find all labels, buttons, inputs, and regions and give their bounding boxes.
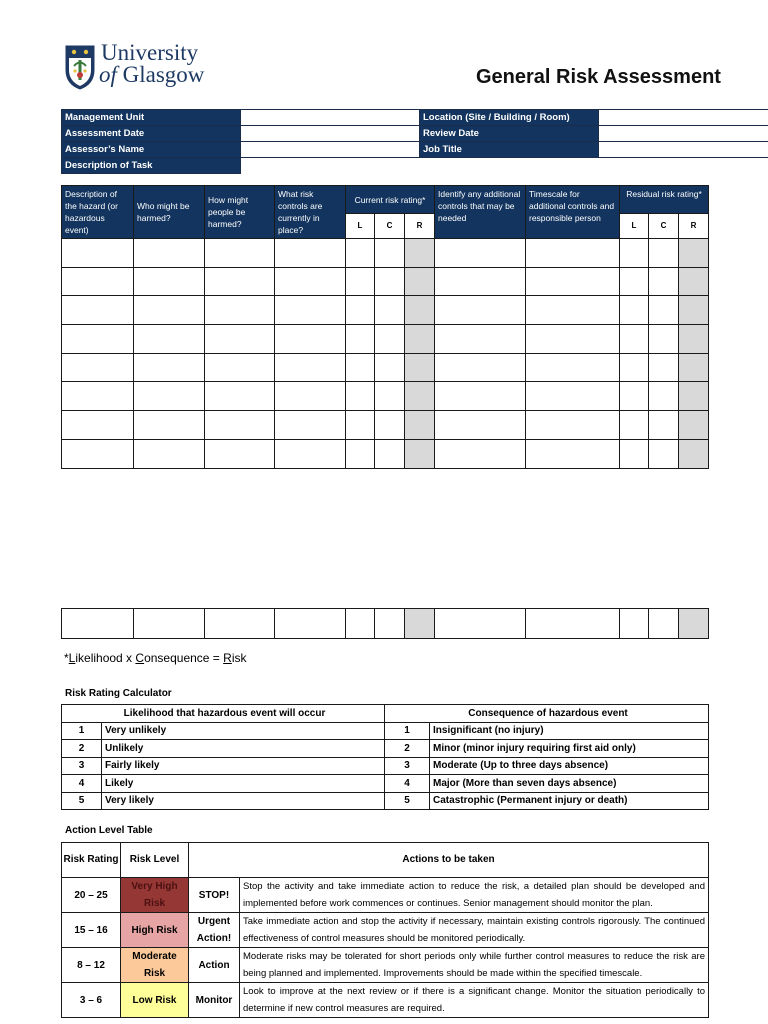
- risk-assessment-rows: [62, 239, 709, 469]
- current-r-cell: [405, 239, 435, 268]
- controls-cell[interactable]: [275, 411, 346, 440]
- current-l-cell[interactable]: [346, 353, 375, 382]
- who-cell[interactable]: [134, 239, 205, 268]
- residual-r-header: R: [679, 214, 709, 239]
- table-row: [62, 775, 709, 793]
- who-cell[interactable]: [134, 353, 205, 382]
- col-current-controls: What risk controls are currently in place?: [275, 186, 346, 239]
- residual-c-cell[interactable]: [649, 411, 679, 440]
- consequence-text: Minor (minor injury requiring first aid only): [430, 740, 709, 758]
- how-cell[interactable]: [205, 267, 275, 296]
- risk-level-badge: Low Risk: [121, 983, 189, 1018]
- action-description: Moderate risks may be tolerated for short periods only while further control measures to reduce the risk are being planned and implemented. Improvements should be made within the specified timescale.: [240, 948, 709, 983]
- action-description: Stop the activity and take immediate action to reduce the risk, a detailed plan should be developed and implemented before work commences or continues. Senior management should monitor the plan.: [240, 878, 709, 913]
- residual-c-header: C: [649, 214, 679, 239]
- risk-level-badge: Moderate Risk: [121, 948, 189, 983]
- university-crest-icon: [64, 44, 96, 90]
- col-current-risk-rating: Current risk rating*: [346, 186, 435, 214]
- hazard-cell[interactable]: [62, 296, 134, 325]
- additional-cell[interactable]: [435, 353, 526, 382]
- table-row: [62, 267, 709, 296]
- hazard-cell[interactable]: [62, 353, 134, 382]
- residual-l-cell[interactable]: [620, 382, 649, 411]
- consequence-text: Moderate (Up to three days absence): [430, 757, 709, 775]
- hazard-cell[interactable]: [62, 239, 134, 268]
- residual-l-cell[interactable]: [620, 439, 649, 468]
- how-cell[interactable]: [205, 353, 275, 382]
- col-residual-risk-rating: Residual risk rating*: [620, 186, 709, 214]
- controls-cell[interactable]: [275, 239, 346, 268]
- likelihood-header: Likelihood that hazardous event will occur: [62, 705, 385, 723]
- current-c-cell[interactable]: [375, 267, 405, 296]
- residual-c-cell[interactable]: [649, 439, 679, 468]
- risk-level-badge: High Risk: [121, 913, 189, 948]
- residual-c-cell[interactable]: [649, 267, 679, 296]
- residual-l-cell[interactable]: [620, 239, 649, 268]
- action-description: Look to improve at the next review or if there is a significant change. Monitor the situation periodically to determine if new control measures are required.: [240, 983, 709, 1018]
- table-row: [62, 757, 709, 775]
- table-row: [62, 382, 709, 411]
- location-field[interactable]: [599, 110, 768, 126]
- risk-rating-cell: 8 – 12: [62, 948, 121, 983]
- current-r-cell: [405, 296, 435, 325]
- how-cell[interactable]: [205, 439, 275, 468]
- residual-r-cell: [679, 382, 709, 411]
- who-cell[interactable]: [134, 325, 205, 354]
- current-c-cell[interactable]: [375, 353, 405, 382]
- formula-r: R: [223, 651, 232, 665]
- timescale-cell[interactable]: [526, 353, 620, 382]
- table-row: [62, 948, 709, 983]
- current-r-cell: [405, 353, 435, 382]
- risk-formula: [64, 651, 247, 665]
- residual-l-cell[interactable]: [620, 267, 649, 296]
- hazard-cell[interactable]: [62, 609, 134, 639]
- residual-r-cell: [679, 267, 709, 296]
- residual-c-cell[interactable]: [649, 325, 679, 354]
- col-hazard: Description of the hazard (or hazardous event): [62, 186, 134, 239]
- col-how-harmed: How might people be harmed?: [205, 186, 275, 239]
- consequence-number: 4: [385, 775, 430, 793]
- risk-level-header: Risk Level: [121, 843, 189, 878]
- additional-cell[interactable]: [435, 439, 526, 468]
- assessment-date-label: Assessment Date: [62, 126, 241, 142]
- management-unit-label: Management Unit: [62, 110, 241, 126]
- current-l-cell[interactable]: [346, 239, 375, 268]
- timescale-cell[interactable]: [526, 609, 620, 639]
- formula-star: *: [64, 651, 69, 665]
- controls-cell[interactable]: [275, 353, 346, 382]
- consequence-header: Consequence of hazardous event: [385, 705, 709, 723]
- current-l-cell[interactable]: [346, 411, 375, 440]
- formula-likelihood: ikelihood x: [75, 651, 136, 665]
- likelihood-number: 1: [62, 722, 102, 740]
- table-row: [62, 722, 709, 740]
- who-cell[interactable]: [134, 267, 205, 296]
- table-row: [62, 609, 709, 639]
- additional-cell[interactable]: [435, 267, 526, 296]
- risk-level-badge: Very High Risk: [121, 878, 189, 913]
- risk-rating-header: Risk Rating: [62, 843, 121, 878]
- current-l-cell[interactable]: [346, 267, 375, 296]
- how-cell[interactable]: [205, 382, 275, 411]
- logo-wordmark: [101, 42, 204, 86]
- timescale-cell[interactable]: [526, 267, 620, 296]
- management-unit-field[interactable]: [241, 110, 420, 126]
- actions-header: Actions to be taken: [189, 843, 709, 878]
- how-cell[interactable]: [205, 609, 275, 639]
- likelihood-number: 4: [62, 775, 102, 793]
- consequence-text: Major (More than seven days absence): [430, 775, 709, 793]
- table-row: [62, 325, 709, 354]
- current-c-header: C: [375, 214, 405, 239]
- likelihood-text: Very likely: [102, 792, 385, 810]
- description-of-task-field[interactable]: [241, 158, 768, 174]
- risk-assessment-table: [61, 185, 709, 469]
- job-title-field[interactable]: [599, 142, 768, 158]
- table-row: [62, 983, 709, 1018]
- likelihood-text: Unlikely: [102, 740, 385, 758]
- current-c-cell[interactable]: [375, 382, 405, 411]
- document-title: General Risk Assessment: [476, 66, 721, 88]
- hazard-cell[interactable]: [62, 439, 134, 468]
- university-logo: [64, 40, 214, 94]
- current-c-cell[interactable]: [375, 239, 405, 268]
- current-l-cell[interactable]: [346, 296, 375, 325]
- timescale-cell[interactable]: [526, 439, 620, 468]
- residual-l-cell[interactable]: [620, 411, 649, 440]
- table-row: [62, 913, 709, 948]
- how-cell[interactable]: [205, 239, 275, 268]
- hazard-cell[interactable]: [62, 411, 134, 440]
- residual-r-cell: [679, 439, 709, 468]
- assessors-name-label: Assessor’s Name: [62, 142, 241, 158]
- col-additional-controls: Identify any additional controls that may be needed: [435, 186, 526, 239]
- logo-glasgow: Glasgow: [122, 62, 205, 87]
- residual-r-cell: [679, 325, 709, 354]
- review-date-label: Review Date: [420, 126, 599, 142]
- action-cell: Urgent Action!: [189, 913, 240, 948]
- how-cell[interactable]: [205, 411, 275, 440]
- who-cell[interactable]: [134, 439, 205, 468]
- residual-r-cell: [679, 609, 709, 639]
- logo-of: of: [99, 62, 117, 87]
- residual-l-cell[interactable]: [620, 296, 649, 325]
- table-row: [62, 411, 709, 440]
- likelihood-number: 3: [62, 757, 102, 775]
- hazard-cell[interactable]: [62, 382, 134, 411]
- additional-cell[interactable]: [435, 296, 526, 325]
- who-cell[interactable]: [134, 411, 205, 440]
- job-title-label: Job Title: [420, 142, 599, 158]
- residual-c-cell[interactable]: [649, 382, 679, 411]
- additional-cell[interactable]: [435, 382, 526, 411]
- logo-line-1: University: [101, 40, 199, 65]
- action-cell: Monitor: [189, 983, 240, 1018]
- risk-assessment-continuation-row: [61, 608, 709, 639]
- who-cell[interactable]: [134, 382, 205, 411]
- residual-l-cell[interactable]: [620, 609, 649, 639]
- review-date-field[interactable]: [599, 126, 768, 142]
- residual-r-cell: [679, 411, 709, 440]
- residual-r-cell: [679, 239, 709, 268]
- consequence-number: 5: [385, 792, 430, 810]
- likelihood-text: Likely: [102, 775, 385, 793]
- table-row: [62, 296, 709, 325]
- action-cell: Action: [189, 948, 240, 983]
- timescale-cell[interactable]: [526, 382, 620, 411]
- table-row: [62, 239, 709, 268]
- location-label: Location (Site / Building / Room): [420, 110, 599, 126]
- current-l-header: L: [346, 214, 375, 239]
- assessors-name-field[interactable]: [241, 142, 420, 158]
- hazard-cell[interactable]: [62, 325, 134, 354]
- formula-risk: isk: [231, 651, 247, 665]
- consequence-number: 2: [385, 740, 430, 758]
- timescale-cell[interactable]: [526, 411, 620, 440]
- current-r-header: R: [405, 214, 435, 239]
- how-cell[interactable]: [205, 296, 275, 325]
- how-cell[interactable]: [205, 325, 275, 354]
- hazard-cell[interactable]: [62, 267, 134, 296]
- description-of-task-label: Description of Task: [62, 158, 241, 174]
- current-c-cell[interactable]: [375, 411, 405, 440]
- timescale-cell[interactable]: [526, 325, 620, 354]
- residual-c-cell[interactable]: [649, 353, 679, 382]
- current-l-cell[interactable]: [346, 325, 375, 354]
- consequence-text: Catastrophic (Permanent injury or death): [430, 792, 709, 810]
- logo-line-2: [99, 64, 204, 86]
- additional-cell[interactable]: [435, 609, 526, 639]
- additional-cell[interactable]: [435, 239, 526, 268]
- action-level-title: Action Level Table: [65, 825, 153, 836]
- action-level-rows: [62, 878, 709, 1018]
- table-row: [62, 740, 709, 758]
- table-row: [62, 353, 709, 382]
- who-cell[interactable]: [134, 609, 205, 639]
- residual-r-cell: [679, 296, 709, 325]
- calculator-title: Risk Rating Calculator: [65, 688, 172, 699]
- timescale-cell[interactable]: [526, 239, 620, 268]
- current-l-cell[interactable]: [346, 609, 375, 639]
- table-row: [62, 878, 709, 913]
- current-r-cell: [405, 609, 435, 639]
- action-level-table: [61, 842, 709, 1018]
- table-row: [62, 792, 709, 810]
- consequence-number: 1: [385, 722, 430, 740]
- controls-cell[interactable]: [275, 296, 346, 325]
- current-c-cell[interactable]: [375, 325, 405, 354]
- risk-rating-cell: 15 – 16: [62, 913, 121, 948]
- risk-rating-calculator: [61, 704, 709, 810]
- current-r-cell: [405, 439, 435, 468]
- additional-cell[interactable]: [435, 411, 526, 440]
- current-l-cell[interactable]: [346, 439, 375, 468]
- consequence-number: 3: [385, 757, 430, 775]
- calculator-rows: [62, 722, 709, 810]
- residual-r-cell: [679, 353, 709, 382]
- likelihood-text: Fairly likely: [102, 757, 385, 775]
- risk-rating-cell: 3 – 6: [62, 983, 121, 1018]
- table-row: [62, 439, 709, 468]
- residual-l-header: L: [620, 214, 649, 239]
- formula-l: L: [68, 651, 76, 665]
- likelihood-number: 2: [62, 740, 102, 758]
- controls-cell[interactable]: [275, 609, 346, 639]
- likelihood-number: 5: [62, 792, 102, 810]
- residual-c-cell[interactable]: [649, 239, 679, 268]
- col-timescale: Timescale for additional controls and responsible person: [526, 186, 620, 239]
- additional-cell[interactable]: [435, 325, 526, 354]
- timescale-cell[interactable]: [526, 296, 620, 325]
- current-r-cell: [405, 382, 435, 411]
- likelihood-text: Very unlikely: [102, 722, 385, 740]
- assessment-info-table: [61, 109, 768, 174]
- formula-c: C: [135, 651, 145, 665]
- current-l-cell[interactable]: [346, 382, 375, 411]
- who-cell[interactable]: [134, 296, 205, 325]
- controls-cell[interactable]: [275, 325, 346, 354]
- residual-c-cell[interactable]: [649, 296, 679, 325]
- risk-rating-cell: 20 – 25: [62, 878, 121, 913]
- current-r-cell: [405, 325, 435, 354]
- col-who-harmed: Who might be harmed?: [134, 186, 205, 239]
- assessment-date-field[interactable]: [241, 126, 420, 142]
- action-description: Take immediate action and stop the activity if necessary, maintain existing controls rigorously. The continued effectiveness of control measures should be monitored periodically.: [240, 913, 709, 948]
- controls-cell[interactable]: [275, 439, 346, 468]
- current-c-cell[interactable]: [375, 609, 405, 639]
- consequence-text: Insignificant (no injury): [430, 722, 709, 740]
- controls-cell[interactable]: [275, 382, 346, 411]
- current-c-cell[interactable]: [375, 296, 405, 325]
- formula-consequence: onsequence =: [144, 651, 224, 665]
- current-c-cell[interactable]: [375, 439, 405, 468]
- residual-l-cell[interactable]: [620, 353, 649, 382]
- residual-c-cell[interactable]: [649, 609, 679, 639]
- current-r-cell: [405, 267, 435, 296]
- residual-l-cell[interactable]: [620, 325, 649, 354]
- current-r-cell: [405, 411, 435, 440]
- controls-cell[interactable]: [275, 267, 346, 296]
- action-cell: STOP!: [189, 878, 240, 913]
